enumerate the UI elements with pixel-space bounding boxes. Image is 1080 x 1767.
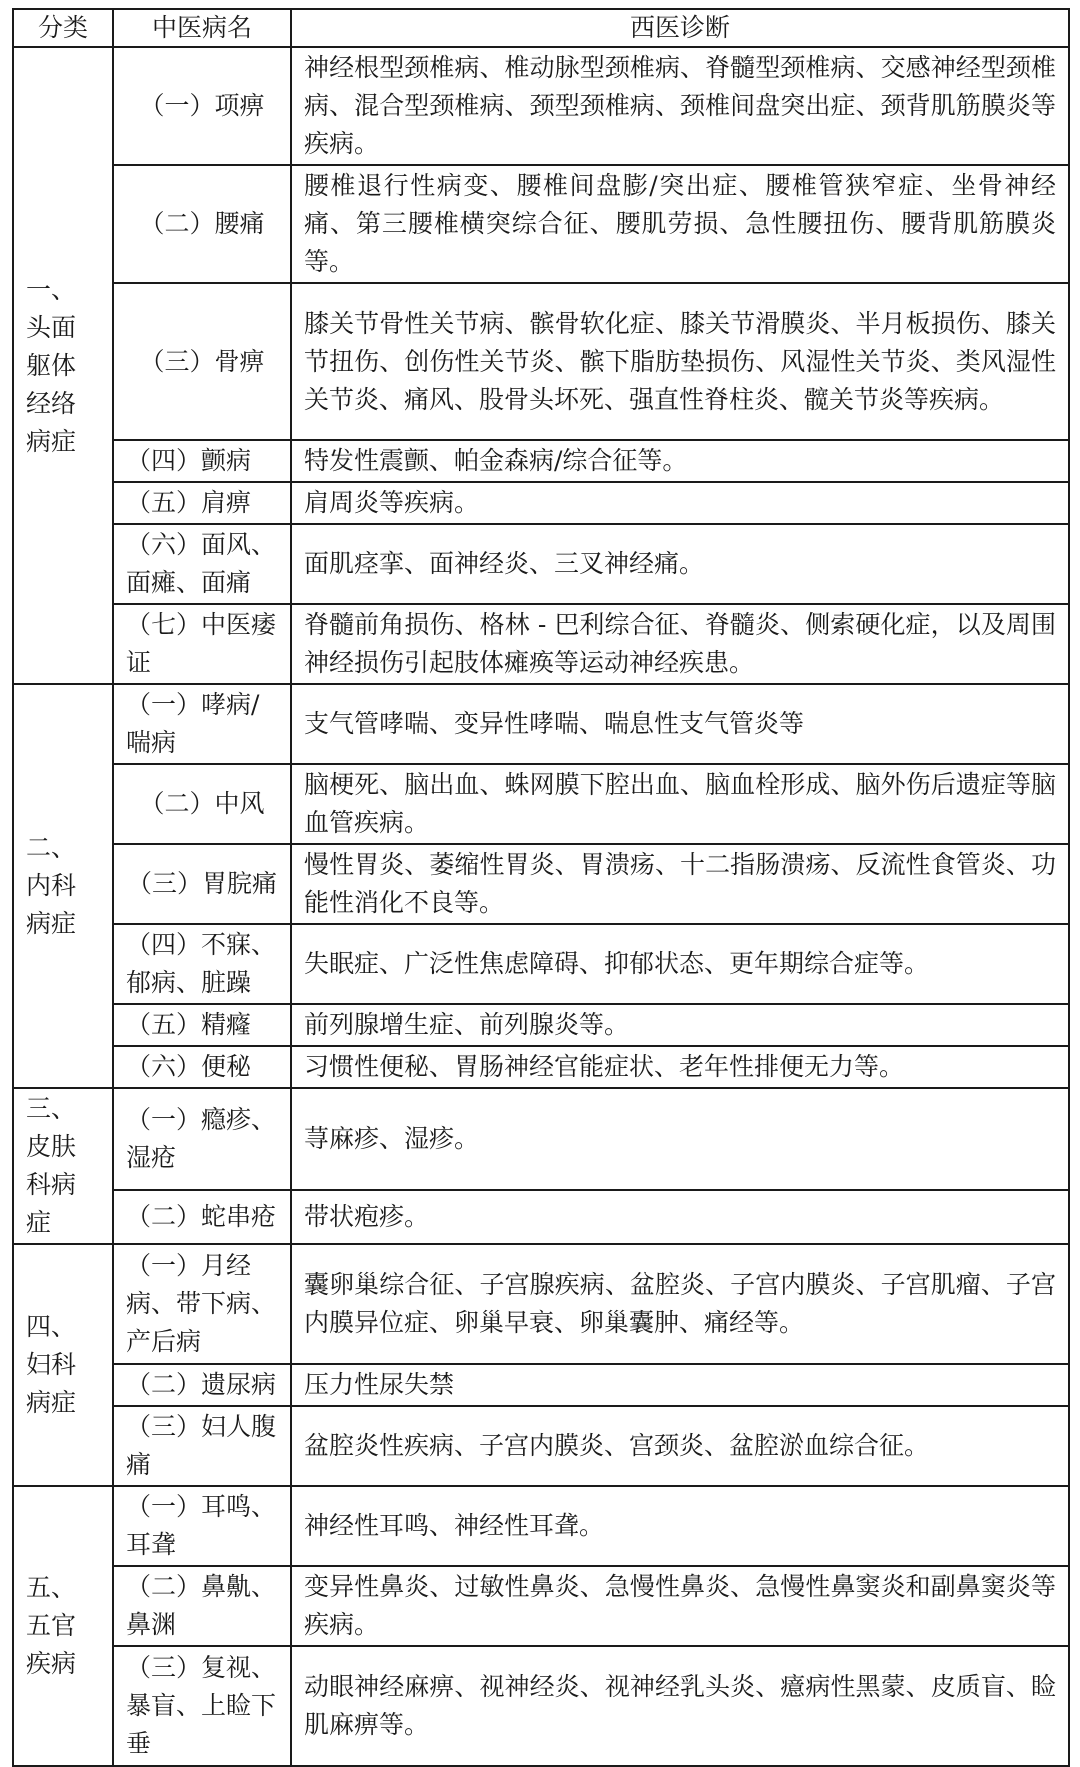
diagnosis-cell: 膝关节骨性关节病、髌骨软化症、膝关节滑膜炎、半月板损伤、膝关节扭伤、创伤性关节炎、髌下脂肪垫损伤、风湿性关节炎、类风湿性关节炎、痛风、股骨头坏死、强直性脊柱炎、髋关节炎等疾病。 [291, 283, 1069, 440]
tcm-name-cell: （一）瘾疹、湿疮 [113, 1088, 291, 1190]
diagnosis-cell: 腰椎退行性病变、腰椎间盘膨/突出症、腰椎管狭窄症、坐骨神经痛、第三腰椎横突综合征、腰肌劳损、急性腰扭伤、腰背肌筋膜炎等。 [291, 165, 1069, 283]
tcm-name-cell: （二）中风 [113, 764, 291, 844]
table-row [13, 482, 1069, 524]
tcm-name-cell: （一）项痹 [113, 47, 291, 165]
table-row [13, 283, 1069, 440]
tcm-name-cell: （一）哮病/喘病 [113, 684, 291, 764]
diagnosis-cell: 动眼神经麻痹、视神经炎、视神经乳头炎、癔病性黑蒙、皮质盲、睑肌麻痹等。 [291, 1646, 1069, 1766]
tcm-name-cell: （六）便秘 [113, 1046, 291, 1088]
diagnosis-cell: 脊髓前角损伤、格林 - 巴利综合征、脊髓炎、侧索硬化症，以及周围神经损伤引起肢体瘫痪等运动神经疾患。 [291, 604, 1069, 684]
diagnosis-cell: 变异性鼻炎、过敏性鼻炎、急慢性鼻炎、急慢性鼻窦炎和副鼻窦炎等疾病。 [291, 1566, 1069, 1646]
table-row [13, 684, 1069, 764]
table-row [13, 1364, 1069, 1406]
header-tcm-name: 中医病名 [113, 9, 291, 47]
table-row [13, 1646, 1069, 1766]
table-row [13, 165, 1069, 283]
category-cell: 五、五官疾病 [13, 1486, 113, 1766]
diagnosis-cell: 面肌痉挛、面神经炎、三叉神经痛。 [291, 524, 1069, 604]
table-row [13, 440, 1069, 482]
tcm-name-cell: （三）胃脘痛 [113, 844, 291, 924]
tcm-name-cell: （二）蛇串疮 [113, 1190, 291, 1244]
tcm-name-cell: （四）颤病 [113, 440, 291, 482]
tcm-name-cell: （五）肩痹 [113, 482, 291, 524]
diagnosis-cell: 支气管哮喘、变异性哮喘、喘息性支气管炎等 [291, 684, 1069, 764]
diagnosis-cell: 带状疱疹。 [291, 1190, 1069, 1244]
header-category: 分类 [13, 9, 113, 47]
category-cell: 二、内科病症 [13, 684, 113, 1088]
tcm-name-cell: （六）面风、面瘫、面痛 [113, 524, 291, 604]
diagnosis-cell: 囊卵巢综合征、子宫腺疾病、盆腔炎、子宫内膜炎、子宫肌瘤、子宫内膜异位症、卵巢早衰、卵巢囊肿、痛经等。 [291, 1244, 1069, 1364]
category-cell: 四、妇科病症 [13, 1244, 113, 1486]
diagnosis-table [12, 8, 1070, 1767]
tcm-name-cell: （三）妇人腹痛 [113, 1406, 291, 1486]
table-row [13, 1406, 1069, 1486]
tcm-name-cell: （一）耳鸣、耳聋 [113, 1486, 291, 1566]
table-row [13, 1566, 1069, 1646]
tcm-name-cell: （二）鼻鼽、鼻渊 [113, 1566, 291, 1646]
diagnosis-cell: 习惯性便秘、胃肠神经官能症状、老年性排便无力等。 [291, 1046, 1069, 1088]
tcm-name-cell: （一）月经病、带下病、产后病 [113, 1244, 291, 1364]
diagnosis-cell: 失眠症、广泛性焦虑障碍、抑郁状态、更年期综合症等。 [291, 924, 1069, 1004]
tcm-name-cell: （四）不寐、郁病、脏躁 [113, 924, 291, 1004]
table-row [13, 47, 1069, 165]
table-row [13, 1046, 1069, 1088]
tcm-name-cell: （三）骨痹 [113, 283, 291, 440]
category-cell: 三、皮肤科病症 [13, 1088, 113, 1244]
table-row [13, 1486, 1069, 1566]
diagnosis-cell: 盆腔炎性疾病、子宫内膜炎、宫颈炎、盆腔淤血综合征。 [291, 1406, 1069, 1486]
table-row [13, 1004, 1069, 1046]
table-row [13, 1244, 1069, 1364]
tcm-name-cell: （三）复视、暴盲、上睑下垂 [113, 1646, 291, 1766]
diagnosis-cell: 肩周炎等疾病。 [291, 482, 1069, 524]
table-row [13, 1190, 1069, 1244]
diagnosis-cell: 神经性耳鸣、神经性耳聋。 [291, 1486, 1069, 1566]
table-header-row [13, 9, 1069, 47]
diagnosis-cell: 压力性尿失禁 [291, 1364, 1069, 1406]
tcm-name-cell: （七）中医痿证 [113, 604, 291, 684]
table-row [13, 764, 1069, 844]
diagnosis-cell: 荨麻疹、湿疹。 [291, 1088, 1069, 1190]
category-cell: 一、头面躯体经络病症 [13, 47, 113, 684]
diagnosis-cell: 前列腺增生症、前列腺炎等。 [291, 1004, 1069, 1046]
tcm-name-cell: （二）腰痛 [113, 165, 291, 283]
diagnosis-cell: 脑梗死、脑出血、蛛网膜下腔出血、脑血栓形成、脑外伤后遗症等脑血管疾病。 [291, 764, 1069, 844]
table-row [13, 1088, 1069, 1190]
table-row [13, 604, 1069, 684]
tcm-name-cell: （二）遗尿病 [113, 1364, 291, 1406]
diagnosis-cell: 慢性胃炎、萎缩性胃炎、胃溃疡、十二指肠溃疡、反流性食管炎、功能性消化不良等。 [291, 844, 1069, 924]
table-row [13, 924, 1069, 1004]
table-row [13, 524, 1069, 604]
diagnosis-cell: 特发性震颤、帕金森病/综合征等。 [291, 440, 1069, 482]
diagnosis-cell: 神经根型颈椎病、椎动脉型颈椎病、脊髓型颈椎病、交感神经型颈椎病、混合型颈椎病、颈型颈椎病、颈椎间盘突出症、颈背肌筋膜炎等疾病。 [291, 47, 1069, 165]
table-row [13, 844, 1069, 924]
tcm-name-cell: （五）精癃 [113, 1004, 291, 1046]
header-western-diagnosis: 西医诊断 [291, 9, 1069, 47]
